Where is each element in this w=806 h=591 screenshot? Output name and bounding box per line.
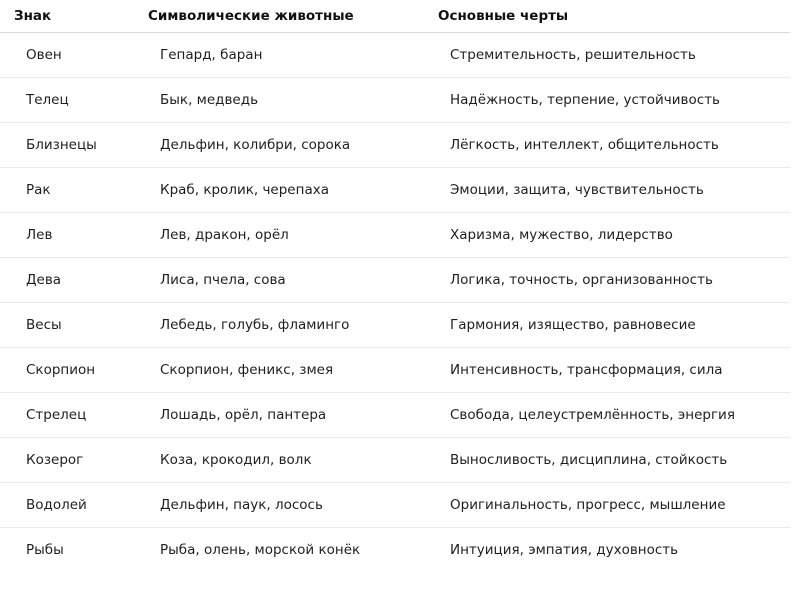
cell-animals: Дельфин, паук, лосось <box>134 483 424 528</box>
table-row <box>0 393 790 438</box>
table-row <box>0 528 790 573</box>
table-row <box>0 258 790 303</box>
cell-traits: Лёгкость, интеллект, общительность <box>424 123 790 168</box>
table-row <box>0 438 790 483</box>
cell-traits: Интуиция, эмпатия, духовность <box>450 542 679 558</box>
cell-sign: Стрелец <box>0 393 134 438</box>
cell-animals: Лев, дракон, орёл <box>134 213 424 258</box>
cell-animals: Краб, кролик, черепаха <box>134 168 424 213</box>
cell-traits: Свобода, целеустремлённость, энергия <box>424 393 790 438</box>
table-row <box>0 78 790 123</box>
table-row <box>0 33 790 78</box>
cell-traits: Эмоции, защита, чувствительность <box>424 168 790 213</box>
cell-sign: Телец <box>0 78 134 123</box>
table-row <box>0 168 790 213</box>
cell-traits: Логика, точность, организованность <box>424 258 790 303</box>
cell-sign: Весы <box>0 303 134 348</box>
cell-animals: Бык, медведь <box>134 78 424 123</box>
cell-traits: Надёжность, терпение, устойчивость <box>424 78 790 123</box>
cell-traits: Оригинальность, прогресс, мышление <box>424 483 790 528</box>
table-row <box>0 483 790 528</box>
cell-animals: Коза, крокодил, волк <box>134 438 424 483</box>
cell-traits: Гармония, изящество, равновесие <box>424 303 790 348</box>
cell-sign: Близнецы <box>0 123 134 168</box>
cell-sign: Рак <box>0 168 134 213</box>
cell-sign: Водолей <box>0 483 134 528</box>
cell-animals: Дельфин, колибри, сорока <box>134 123 424 168</box>
table-header-row <box>0 0 790 33</box>
cell-sign: Овен <box>0 33 134 78</box>
table-row <box>0 303 790 348</box>
cell-animals: Лиса, пчела, сова <box>134 258 424 303</box>
cell-sign: Скорпион <box>0 348 134 393</box>
cell-sign: Дева <box>0 258 134 303</box>
cell-sign: Лев <box>0 213 134 258</box>
cell-animals: Рыба, олень, морской конёк <box>160 542 361 558</box>
table-row <box>0 213 790 258</box>
cell-traits: Выносливость, дисциплина, стойкость <box>424 438 790 483</box>
table-row <box>0 123 790 168</box>
cell-traits: Стремительность, решительность <box>424 33 790 78</box>
table-row <box>0 348 790 393</box>
cell-traits: Харизма, мужество, лидерство <box>424 213 790 258</box>
cell-traits: Интенсивность, трансформация, сила <box>424 348 790 393</box>
column-header-traits: Основные черты <box>424 0 790 33</box>
cell-animals: Гепард, баран <box>134 33 424 78</box>
column-header-sign: Знак <box>0 0 134 33</box>
cell-sign: Козерог <box>0 438 134 483</box>
cell-sign: Рыбы <box>26 542 64 558</box>
cell-animals: Лошадь, орёл, пантера <box>134 393 424 438</box>
cell-animals: Лебедь, голубь, фламинго <box>134 303 424 348</box>
column-header-animals: Символические животные <box>134 0 424 33</box>
cell-animals: Скорпион, феникс, змея <box>134 348 424 393</box>
